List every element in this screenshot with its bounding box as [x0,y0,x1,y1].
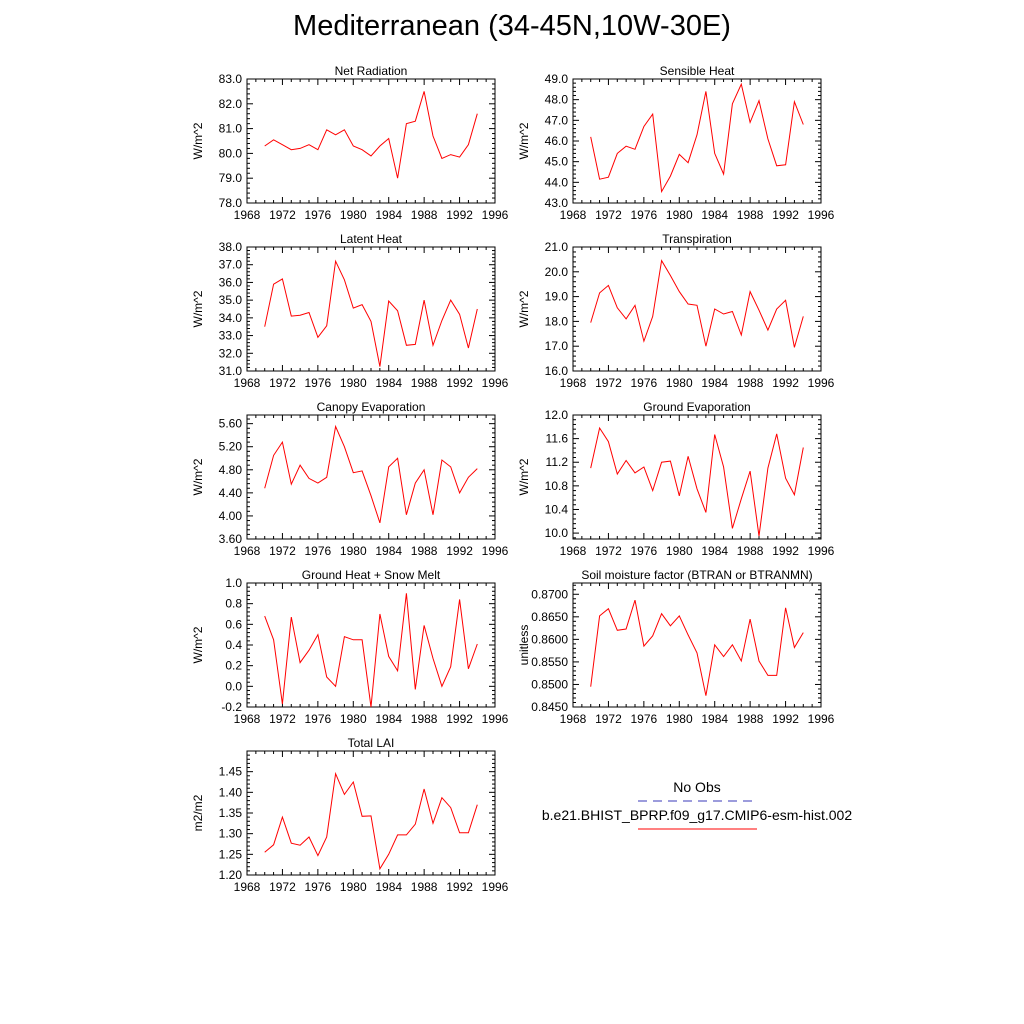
panel-title: Canopy Evaporation [316,400,426,414]
y-tick-label: 46.0 [544,134,568,148]
panel-title: Net Radiation [334,64,408,78]
x-tick-label: 1968 [233,544,261,558]
x-tick-label: 1996 [481,376,509,390]
panel-title: Ground Heat + Snow Melt [301,568,441,582]
x-tick-label: 1988 [410,376,438,390]
x-tick-label: 1984 [701,712,729,726]
y-tick-label: 1.0 [225,576,242,590]
y-tick-label: 1.45 [218,764,242,779]
y-tick-label: 0.2 [225,658,242,673]
y-tick-label: 0.8600 [531,632,568,647]
x-tick-label: 1992 [772,544,799,558]
y-tick-label: 33.0 [218,328,242,343]
x-tick-label: 1972 [595,208,622,222]
y-tick-label: 11.6 [545,431,568,446]
x-tick-label: 1996 [481,880,509,894]
y-tick-label: 10.0 [544,526,568,541]
x-tick-label: 1980 [339,712,367,726]
plot-frame [247,79,495,203]
x-tick-label: 1976 [630,376,658,390]
x-tick-label: 1984 [701,376,729,390]
series-line-1 [265,593,478,707]
x-tick-label: 1996 [807,544,835,558]
figure-title: Mediterranean (34-45N,10W-30E) [293,10,731,42]
y-tick-label: 4.40 [218,485,242,500]
x-tick-label: 1992 [446,880,473,894]
x-tick-label: 1988 [736,544,764,558]
y-tick-label: 34.0 [218,310,242,325]
series-line-1 [591,600,804,696]
y-tick-label: 10.8 [544,478,568,493]
x-tick-label: 1984 [375,208,403,222]
y-tick-label: 82.0 [218,96,242,111]
y-tick-label: 0.6 [225,617,242,632]
plot-frame [247,415,495,539]
chart-panel-9 [191,736,509,894]
x-tick-label: 1972 [269,712,296,726]
x-tick-label: 1996 [807,376,835,390]
series-line-1 [265,774,478,869]
chart-panel-7 [191,568,509,726]
x-tick-label: 1968 [559,376,587,390]
y-tick-label: 0.8500 [531,677,568,692]
x-tick-label: 1992 [772,712,799,726]
plot-frame [573,79,821,203]
y-tick-label: 83.0 [218,72,242,86]
x-tick-label: 1984 [375,880,403,894]
x-tick-label: 1992 [772,208,799,222]
x-tick-label: 1976 [304,712,332,726]
y-tick-label: 31.0 [218,364,242,378]
y-tick-label: 1.20 [218,868,242,882]
x-tick-label: 1996 [481,208,509,222]
y-tick-label: 0.8450 [531,700,568,714]
y-tick-label: 5.60 [218,416,242,431]
y-axis-label: W/m^2 [191,290,205,328]
y-tick-label: 10.4 [544,502,568,517]
x-tick-label: 1996 [807,712,835,726]
y-tick-label: 32.0 [218,346,242,361]
x-tick-label: 1980 [339,544,367,558]
y-tick-label: 0.8650 [531,609,568,624]
x-tick-label: 1968 [233,880,261,894]
y-tick-label: 0.8700 [531,587,568,602]
x-tick-label: 1968 [233,712,261,726]
x-tick-label: 1996 [481,544,509,558]
chart-panel-2 [517,64,835,222]
x-tick-label: 1976 [630,208,658,222]
plot-frame [573,247,821,371]
panel-title: Total LAI [347,736,395,750]
panel-title: Ground Evaporation [643,400,751,414]
y-tick-label: 4.80 [218,462,242,477]
x-tick-label: 1968 [559,544,587,558]
chart-panel-8 [517,568,835,726]
x-tick-label: 1976 [630,544,658,558]
x-tick-label: 1968 [559,712,587,726]
x-tick-label: 1980 [665,544,693,558]
y-tick-label: 1.30 [218,826,242,841]
x-tick-label: 1976 [304,376,332,390]
x-tick-label: 1976 [304,208,332,222]
x-tick-label: 1996 [481,712,509,726]
y-tick-label: 5.20 [218,439,242,454]
chart-panel-5 [191,400,509,558]
y-tick-label: 78.0 [218,196,242,210]
x-tick-label: 1980 [665,376,693,390]
x-tick-label: 1976 [304,544,332,558]
y-tick-label: 16.0 [544,364,568,378]
chart-panel-1 [191,64,509,222]
y-tick-label: 47.0 [544,113,568,128]
x-tick-label: 1984 [701,208,729,222]
x-tick-label: 1984 [701,544,729,558]
y-tick-label: 44.0 [544,175,568,190]
plot-frame [247,751,495,875]
x-tick-label: 1992 [446,208,473,222]
y-tick-label: -0.2 [221,700,242,714]
y-tick-label: 17.0 [544,339,568,354]
x-tick-label: 1980 [339,208,367,222]
y-tick-label: 1.25 [218,847,242,862]
x-tick-label: 1992 [446,544,473,558]
chart-panel-4 [517,232,835,390]
y-tick-label: 45.0 [544,154,568,169]
plot-frame [573,583,821,707]
y-axis-label: W/m^2 [517,458,531,496]
y-axis-label: m2/m2 [191,794,205,832]
y-tick-label: 4.00 [218,508,242,523]
x-tick-label: 1992 [446,712,473,726]
y-tick-label: 21.0 [544,240,568,254]
y-tick-label: 0.0 [225,679,242,694]
chart-panel-3 [191,232,509,390]
y-tick-label: 0.8550 [531,654,568,669]
y-tick-label: 35.0 [218,293,242,308]
panel-title: Latent Heat [339,232,403,246]
x-tick-label: 1976 [304,880,332,894]
x-tick-label: 1984 [375,376,403,390]
x-tick-label: 1988 [410,880,438,894]
x-tick-label: 1980 [665,712,693,726]
series-line-1 [265,261,478,366]
x-tick-label: 1992 [772,376,799,390]
x-tick-label: 1968 [559,208,587,222]
y-tick-label: 19.0 [544,289,568,304]
x-tick-label: 1976 [630,712,658,726]
x-tick-label: 1972 [269,376,296,390]
y-tick-label: 80.0 [218,146,242,161]
series-line-1 [265,427,478,523]
y-tick-label: 43.0 [544,196,568,210]
x-tick-label: 1988 [410,208,438,222]
x-tick-label: 1984 [375,544,403,558]
y-tick-label: 48.0 [544,92,568,107]
panel-title: Soil moisture factor (BTRAN or BTRANMN) [581,568,813,582]
x-tick-label: 1988 [736,208,764,222]
series-line-1 [591,261,804,348]
y-tick-label: 20.0 [544,264,568,279]
y-tick-label: 37.0 [218,257,242,272]
y-tick-label: 12.0 [544,408,568,422]
legend [542,779,852,829]
x-tick-label: 1972 [595,376,622,390]
y-tick-label: 1.35 [218,806,242,820]
y-tick-label: 81.0 [218,121,242,136]
plot-frame [573,415,821,539]
y-axis-label: unitless [517,624,531,666]
plot-frame [247,247,495,371]
y-tick-label: 49.0 [544,72,568,86]
panel-title: Sensible Heat [659,64,735,78]
y-tick-label: 18.0 [544,314,568,329]
legend-label-no-obs: No Obs [673,779,721,795]
panel-title: Transpiration [662,232,732,246]
x-tick-label: 1972 [595,712,622,726]
x-tick-label: 1980 [339,376,367,390]
x-tick-label: 1972 [269,544,296,558]
chart-panel-6 [517,400,835,558]
y-tick-label: 36.0 [218,275,242,290]
x-tick-label: 1988 [410,712,438,726]
y-tick-label: 3.60 [218,532,242,546]
x-tick-label: 1984 [375,712,403,726]
x-tick-label: 1972 [269,208,296,222]
y-axis-label: W/m^2 [517,290,531,328]
x-tick-label: 1968 [233,208,261,222]
x-tick-label: 1988 [410,544,438,558]
x-tick-label: 1992 [446,376,473,390]
y-axis-label: W/m^2 [517,122,531,160]
x-tick-label: 1972 [595,544,622,558]
x-tick-label: 1980 [665,208,693,222]
legend-label-model: b.e21.BHIST_BPRP.f09_g17.CMIP6-esm-hist.002 [541,807,853,823]
x-tick-label: 1996 [807,208,835,222]
x-tick-label: 1988 [736,376,764,390]
y-tick-label: 79.0 [218,171,242,186]
series-line-1 [591,428,804,536]
y-tick-label: 0.4 [225,638,242,652]
x-tick-label: 1972 [269,880,296,894]
y-axis-label: W/m^2 [191,626,205,664]
x-tick-label: 1988 [736,712,764,726]
y-tick-label: 38.0 [218,240,242,254]
y-tick-label: 1.40 [218,785,242,800]
y-tick-label: 11.2 [545,455,568,470]
y-tick-label: 0.8 [225,596,242,611]
series-line-1 [265,91,478,178]
y-axis-label: W/m^2 [191,122,205,160]
x-tick-label: 1968 [233,376,261,390]
x-tick-label: 1980 [339,880,367,894]
y-axis-label: W/m^2 [191,458,205,496]
series-line-1 [591,84,804,191]
